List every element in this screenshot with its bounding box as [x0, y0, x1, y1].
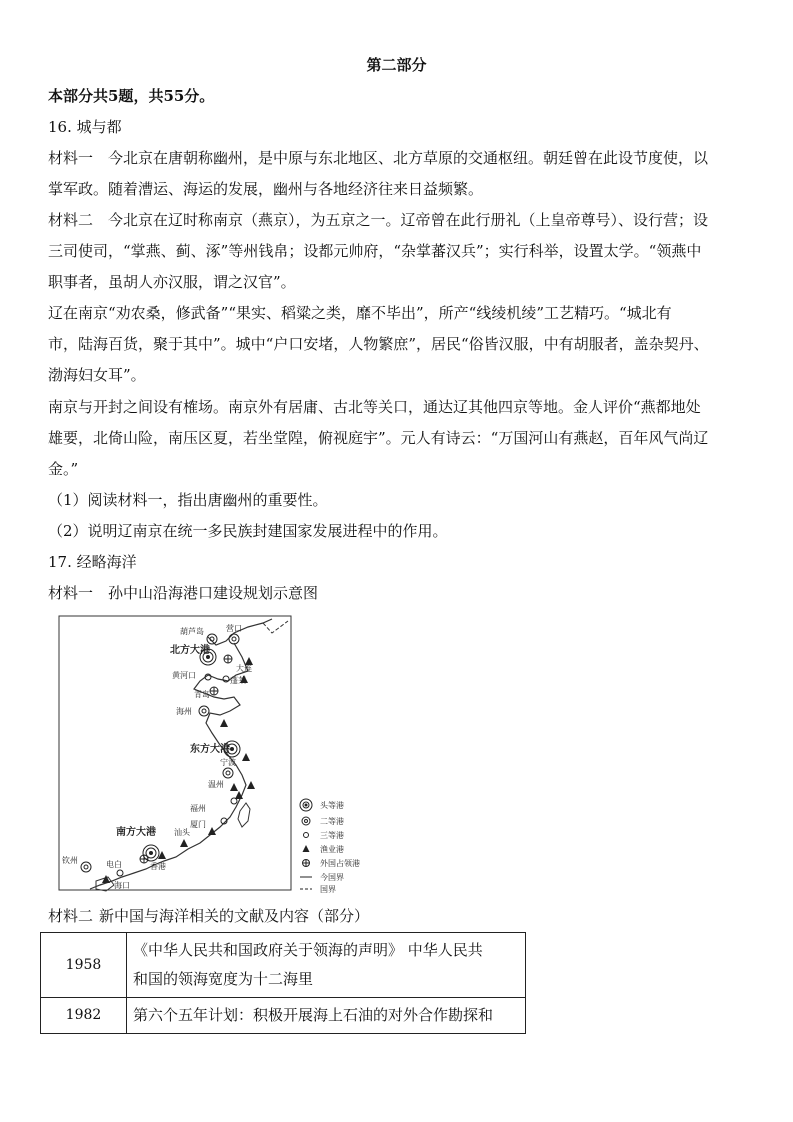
q16-material2-line3: 职事者，虽胡人亦汉服，谓之汉官”。	[48, 273, 296, 291]
material-label: 材料一	[48, 584, 94, 602]
map-legend	[300, 799, 360, 893]
table-row	[41, 933, 526, 998]
port-label: 大连	[236, 664, 252, 673]
legend-label: 渔业港	[320, 845, 344, 854]
port-label: 东方大港	[190, 744, 230, 755]
q16-subquestion-2: （2）说明辽南京在统一多民族封建国家发展进程中的作用。	[48, 522, 448, 540]
q16-material1-line2: 掌军政。随着漕运、海运的发展，幽州与各地经济往来日益频繁。	[48, 180, 484, 198]
table-cell-content	[127, 933, 526, 998]
port-planning-map	[58, 615, 378, 893]
legend-label: 二等港	[320, 817, 344, 826]
port-label: 北方大港	[170, 645, 210, 656]
q16-heading: 16. 城与都	[48, 118, 122, 136]
port-label: 福州	[190, 804, 206, 813]
port-label: 黄河口	[172, 671, 196, 680]
port-label: 葫芦岛	[180, 627, 204, 636]
port-label: 海州	[176, 707, 192, 716]
part-intro: 本部分共5题，共55分。	[48, 87, 215, 105]
table-cell-year: 1958	[41, 933, 127, 998]
material-label: 材料二	[48, 211, 94, 229]
port-label: 蓬莱	[230, 676, 246, 685]
material-label: 材料一	[48, 149, 94, 167]
port-label: 汕头	[174, 828, 190, 837]
port-label: 钦州	[62, 856, 78, 865]
material-label: 材料二	[48, 907, 94, 925]
q16-para3-line1: 南京与开封之间设有榷场。南京外有居庸、古北等关口，通达辽其他四京等地。金人评价“燕都地处	[48, 398, 701, 416]
content-line: 第六个五年计划：积极开展海上石油的对外合作勘探和	[133, 1006, 494, 1024]
q16-para3-line3: 金。”	[48, 460, 79, 478]
q16-para2-line3: 渤海妇女耳”。	[48, 366, 146, 384]
q16-para3-line2: 雄要，北倚山险，南压区夏，若坐堂隍，俯视庭宇”。元人有诗云：“万国河山有燕赵，百年风气尚辽	[48, 429, 709, 447]
legend-label: 外国占领港	[320, 859, 360, 868]
q16-material2-line1	[48, 210, 708, 230]
material-text: 今北京在唐朝称幽州，是中原与东北地区、北方草原的交通枢纽。朝廷曾在此设节度使，以	[108, 149, 709, 167]
port-label: 温州	[208, 780, 224, 789]
material-text: 今北京在辽时称南京（燕京），为五京之一。辽帝曾在此行册礼（上皇帝尊号）、设行营；设	[108, 211, 709, 229]
port-label: 宁波	[220, 758, 236, 767]
table-cell-content	[127, 998, 526, 1034]
q16-subquestion-1: （1）阅读材料一，指出唐幽州的重要性。	[48, 491, 328, 509]
q17-heading: 17. 经略海洋	[48, 553, 137, 571]
q16-para2-line1: 辽在南京“劝农桑，修武备”“果实、稻粱之类，靡不毕出”，所产“线绫机绫”工艺精巧。“城北有	[48, 304, 672, 322]
q16-material2-line2: 三司使司，“掌燕、蓟、涿”等州钱帛；设都元帅府，“杂掌蕃汉兵”；实行科举，设置太学。“领燕中	[48, 242, 702, 260]
table-cell-year: 1982	[41, 998, 127, 1034]
table-row	[41, 998, 526, 1034]
content-line: 《中华人民共和国政府关于领海的声明》 中华人民共	[133, 941, 483, 959]
documents-table	[40, 932, 526, 1034]
port-label: 营口	[226, 624, 242, 633]
legend-label: 头等港	[320, 801, 344, 810]
port-label: 南方大港	[116, 827, 156, 838]
legend-label: 三等港	[320, 831, 344, 840]
legend-label: 今国界	[320, 873, 344, 882]
port-label: 厦门	[190, 820, 206, 829]
legend-label: 国界	[320, 885, 336, 893]
port-label: 电白	[106, 860, 122, 869]
material-text: 新中国与海洋相关的文献及内容（部分）	[99, 907, 370, 925]
content-line: 和国的领海宽度为十二海里	[133, 970, 314, 988]
port-label: 青岛	[194, 690, 210, 699]
q17-material2	[48, 906, 369, 926]
map-frame	[59, 616, 291, 890]
material-text: 孙中山沿海港口建设规划示意图	[108, 584, 319, 602]
q16-material1-line1	[48, 148, 708, 168]
q16-para2-line2: 市，陆海百货，聚于其中”。城中“户口安堵，人物繁庶”，居民“俗皆汉服，中有胡服者，盖杂契丹、	[48, 335, 709, 353]
section-title: 第二部分	[366, 56, 427, 74]
port-label: 香港	[150, 862, 166, 871]
port-label: 海口	[114, 881, 130, 890]
q17-material1	[48, 583, 318, 603]
